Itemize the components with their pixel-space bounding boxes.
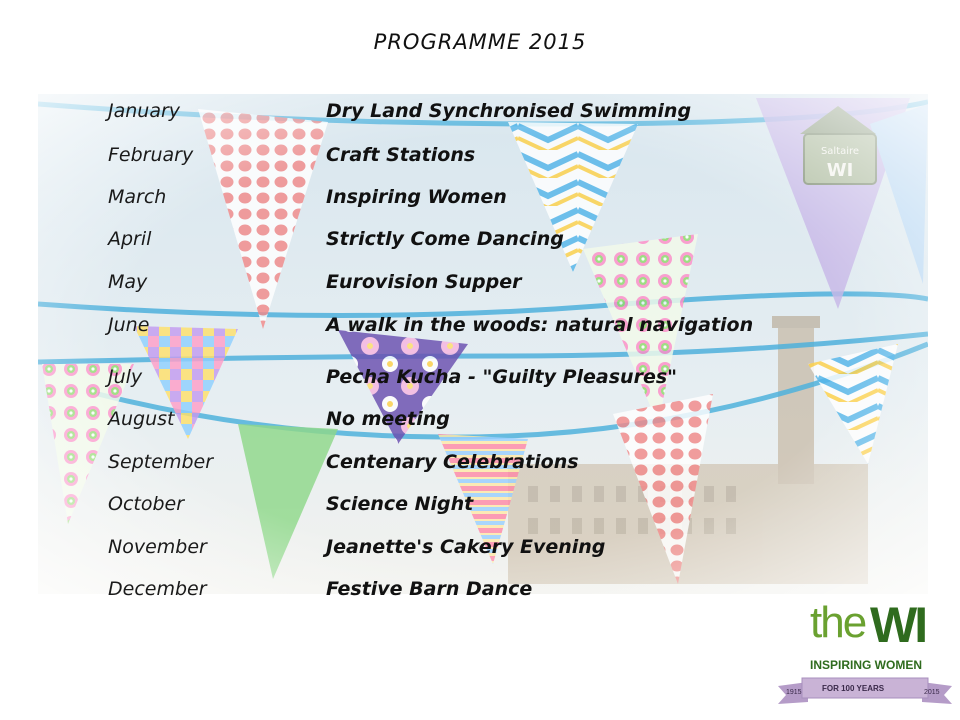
month-label: October [108,493,185,515]
logo-year-start: 1915 [786,689,802,696]
month-label: February [108,144,194,166]
month-label: April [108,228,152,250]
month-label: January [108,100,181,122]
month-label: August [108,408,175,430]
event-title: Science Night [326,493,474,515]
event-title: Centenary Celebrations [326,451,579,473]
logo-ribbon-text: FOR 100 YEARS [822,684,885,693]
month-label: November [108,536,207,558]
event-title: Craft Stations [326,144,476,166]
event-title: Inspiring Women [326,186,507,208]
event-title: Jeanette's Cakery Evening [326,536,606,558]
event-title: No meeting [326,408,450,430]
page-title: PROGRAMME 2015 [373,30,587,54]
logo-tagline: INSPIRING WOMEN [810,658,923,672]
event-title: A walk in the woods: natural navigation [326,314,754,336]
month-label: December [108,578,207,600]
wi-centenary-logo [778,596,952,712]
event-title: Strictly Come Dancing [326,228,564,250]
logo-the-text: the [810,598,866,647]
event-title: Festive Barn Dance [326,578,533,600]
logo-wi-text: WI [870,597,926,653]
month-label: July [108,366,143,388]
event-title: Dry Land Synchronised Swimming [326,100,692,122]
logo-year-end: 2015 [924,689,940,696]
month-label: May [108,271,148,293]
event-title: Eurovision Supper [326,271,522,293]
month-label: June [108,314,150,336]
month-label: September [108,451,214,473]
event-title: Pecha Kucha - "Guilty Pleasures" [326,366,678,388]
month-label: March [108,186,167,208]
